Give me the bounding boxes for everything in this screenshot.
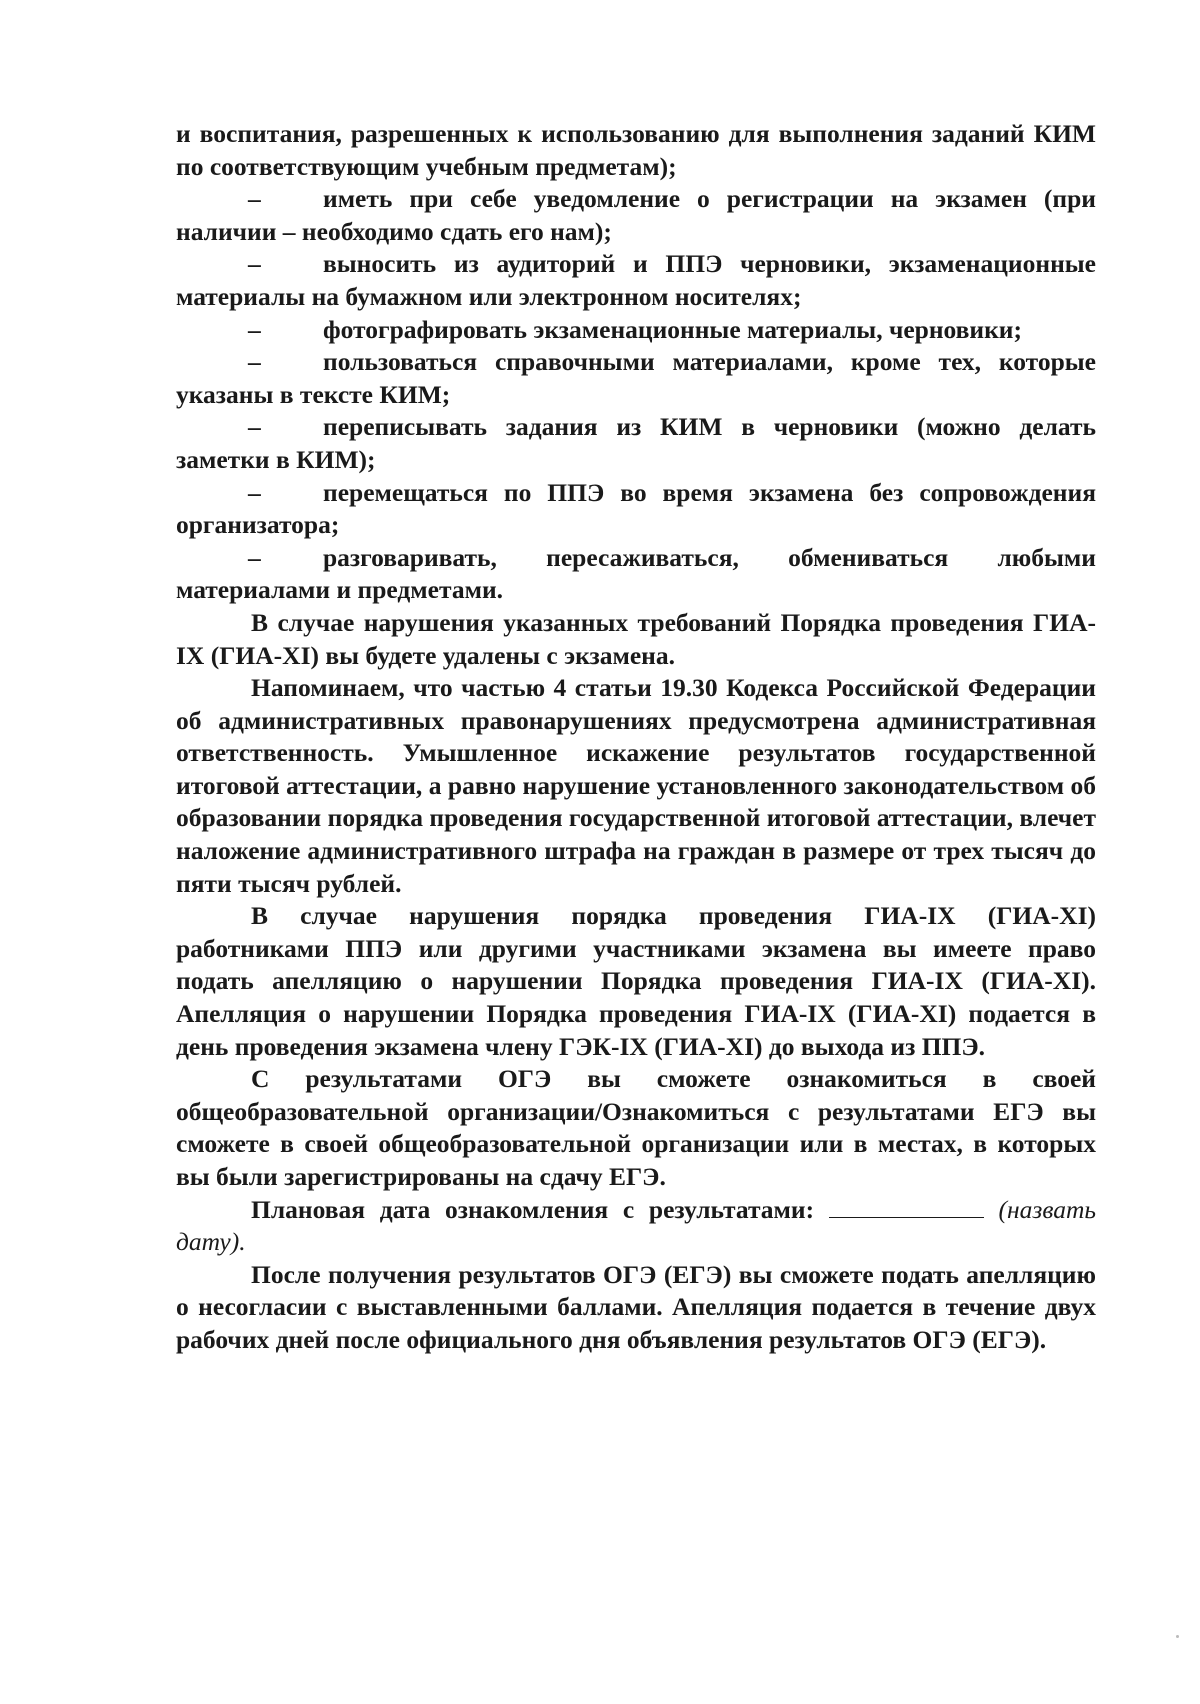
planned-date-note: (назвать дату). — [176, 1194, 1096, 1257]
list-item-text: иметь при себе уведомление о регистрации на экзамен (при наличии – необходимо сдать его нам); — [176, 184, 1096, 246]
list-item-4 — [176, 346, 1096, 411]
paragraph-continuation: и воспитания, разрешенных к использованию для выполнения заданий КИМ по соответствующим учебным предметам); — [176, 119, 1096, 181]
paragraph-results: С результатами ОГЭ вы сможете ознакомиться в своей общеобразовательной организации/Ознакомиться с результатами ЕГЭ вы сможете в своей общеобразовательной организации или в местах, в которых вы были зарегистрированы на сдачу ЕГЭ. — [176, 1064, 1096, 1191]
scan-speck — [1176, 1635, 1179, 1638]
list-item-text: пользоваться справочными материалами, кроме тех, которые указаны в тексте КИМ; — [176, 347, 1096, 409]
list-item-2 — [176, 248, 1096, 313]
paragraph-appeal-procedure: В случае нарушения порядка проведения ГИА-IX (ГИА-XI) работниками ППЭ или другими участниками экзамена вы имеете право подать апелляцию о нарушении Порядка проведения ГИА-IX (ГИА-XI). Апелляция о нарушении Порядка проведения ГИА-IX (ГИА-XI) подается в день проведения экзамена члену ГЭК-IX (ГИА-XI) до выхода из ППЭ. — [176, 901, 1096, 1061]
list-item-1 — [176, 183, 1096, 248]
list-item-text: переписывать задания из КИМ в черновики (можно делать заметки в КИМ); — [176, 412, 1096, 474]
date-blank-line — [829, 1195, 984, 1218]
list-item-text: перемещаться по ППЭ во время экзамена без сопровождения организатора; — [176, 477, 1096, 540]
dash-marker: – — [248, 477, 261, 507]
planned-date-label: Плановая дата ознакомления с результатами: — [251, 1194, 815, 1224]
dash-marker: – — [248, 314, 261, 344]
dash-marker: – — [248, 249, 261, 279]
list-item-3 — [176, 314, 1096, 347]
list-item-text: разговаривать, пересаживаться, обмениваться любыми материалами и предметами. — [176, 542, 1096, 605]
paragraph-appeal-scores: После получения результатов ОГЭ (ЕГЭ) вы сможете подать апелляцию о несогласии с выставленными баллами. Апелляция подается в течение двух рабочих дней после официального дня объявления результатов ОГЭ (ЕГЭ). — [176, 1259, 1096, 1354]
list-item-5 — [176, 411, 1096, 476]
document-body — [176, 118, 1096, 1357]
dash-marker: – — [248, 412, 261, 442]
paragraph-reminder: Напоминаем, что частью 4 статьи 19.30 Кодекса Российской Федерации об административных правонарушениях предусмотрена административная ответственность. Умышленное искажение результатов государственной итоговой аттестации, а равно нарушение установленного законодательством об образовании порядка проведения государственной итоговой аттестации, влечет наложение административного штрафа на граждан в размере от трех тысяч до пяти тысяч рублей. — [176, 673, 1096, 898]
paragraph-violation: В случае нарушения указанных требований Порядка проведения ГИА-IX (ГИА-XI) вы будете удалены с экзамена. — [176, 607, 1096, 670]
list-item-text: выносить из аудиторий и ППЭ черновики, экзаменационные материалы на бумажном или электронном носителях; — [176, 249, 1096, 311]
dash-marker: – — [248, 184, 261, 214]
paragraph-planned-date — [176, 1194, 1096, 1259]
list-item-6 — [176, 477, 1096, 542]
list-item-7 — [176, 542, 1096, 607]
dash-marker: – — [248, 542, 261, 572]
list-item-text: фотографировать экзаменационные материалы, черновики; — [323, 314, 1022, 344]
dash-marker: – — [248, 347, 261, 377]
